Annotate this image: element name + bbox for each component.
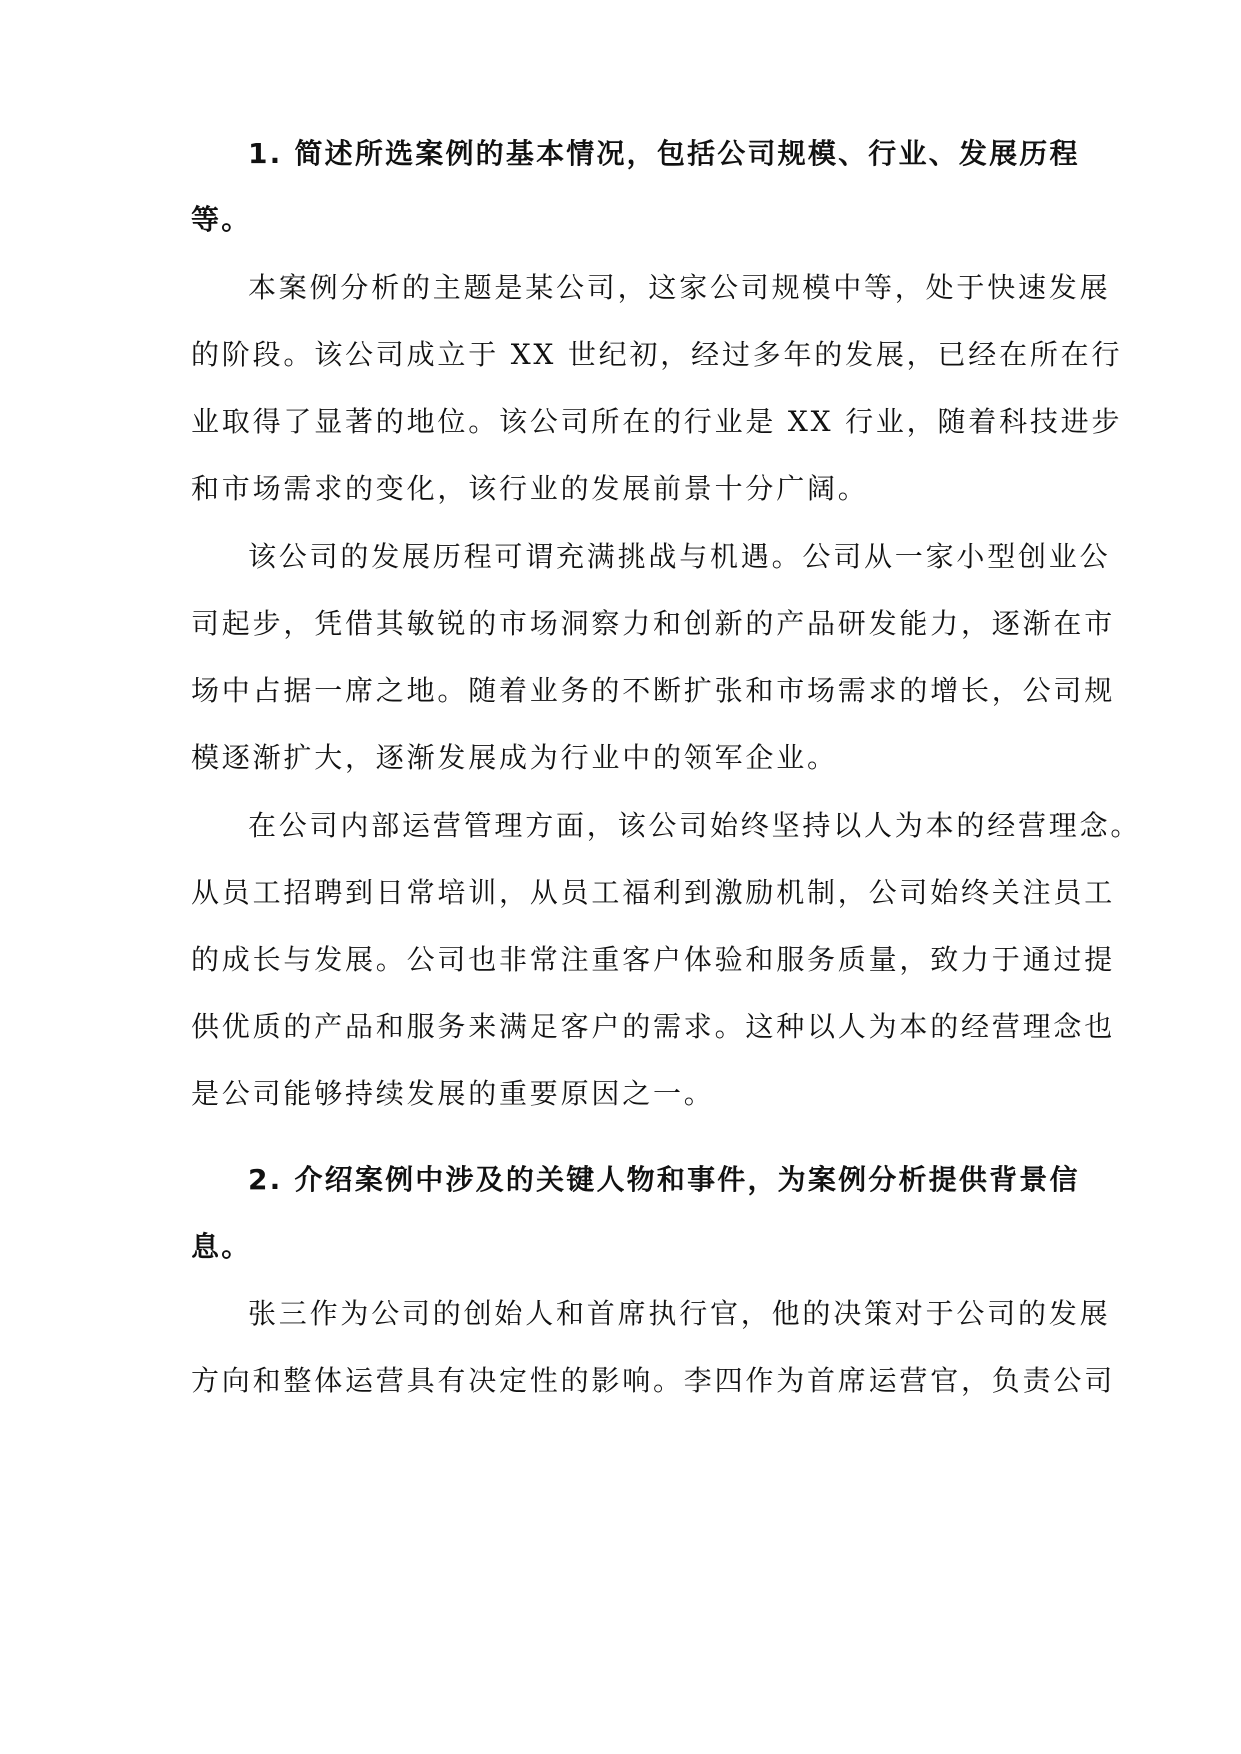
section-1-paragraph-3-line-1: 在公司内部运营管理方面，该公司始终坚持以人为本的经营理念。 <box>248 809 1142 842</box>
section-2-heading-line-2: 息。 <box>191 1230 252 1263</box>
section-1-paragraph-2-line-2: 司起步，凭借其敏锐的市场洞察力和创新的产品研发能力，逐渐在市 <box>191 607 1116 640</box>
section-2-heading-line-1: 2. 介绍案例中涉及的关键人物和事件，为案例分析提供背景信 <box>248 1163 1080 1196</box>
section-1-paragraph-3-line-5: 是公司能够持续发展的重要原因之一。 <box>191 1077 715 1110</box>
section-1-paragraph-3-line-3: 的成长与发展。公司也非常注重客户体验和服务质量，致力于通过提 <box>191 943 1116 976</box>
section-1-paragraph-2-line-1: 该公司的发展历程可谓充满挑战与机遇。公司从一家小型创业公 <box>248 540 1111 573</box>
section-1-paragraph-3-line-2: 从员工招聘到日常培训，从员工福利到激励机制，公司始终关注员工 <box>191 876 1116 909</box>
section-1-paragraph-1-line-1: 本案例分析的主题是某公司，这家公司规模中等，处于快速发展 <box>248 271 1111 304</box>
section-1-heading-line-2: 等。 <box>191 203 252 236</box>
section-1-paragraph-1-line-2: 的阶段。该公司成立于 XX 世纪初，经过多年的发展，已经在所在行 <box>191 338 1123 371</box>
section-1-heading-line-1: 1. 简述所选案例的基本情况，包括公司规模、行业、发展历程 <box>248 137 1080 170</box>
section-1-paragraph-1-line-4: 和市场需求的变化，该行业的发展前景十分广阔。 <box>191 472 869 505</box>
section-1-paragraph-2-line-3: 场中占据一席之地。随着业务的不断扩张和市场需求的增长，公司规 <box>191 674 1116 707</box>
section-1-paragraph-3-line-4: 供优质的产品和服务来满足客户的需求。这种以人为本的经营理念也 <box>191 1010 1116 1043</box>
section-2-paragraph-1-line-2: 方向和整体运营具有决定性的影响。李四作为首席运营官，负责公司 <box>191 1364 1116 1397</box>
section-2-paragraph-1-line-1: 张三作为公司的创始人和首席执行官，他的决策对于公司的发展 <box>248 1297 1111 1330</box>
section-1-paragraph-1-line-3: 业取得了显著的地位。该公司所在的行业是 XX 行业，随着科技进步 <box>191 405 1123 438</box>
section-1-paragraph-2-line-4: 模逐渐扩大，逐渐发展成为行业中的领军企业。 <box>191 741 838 774</box>
